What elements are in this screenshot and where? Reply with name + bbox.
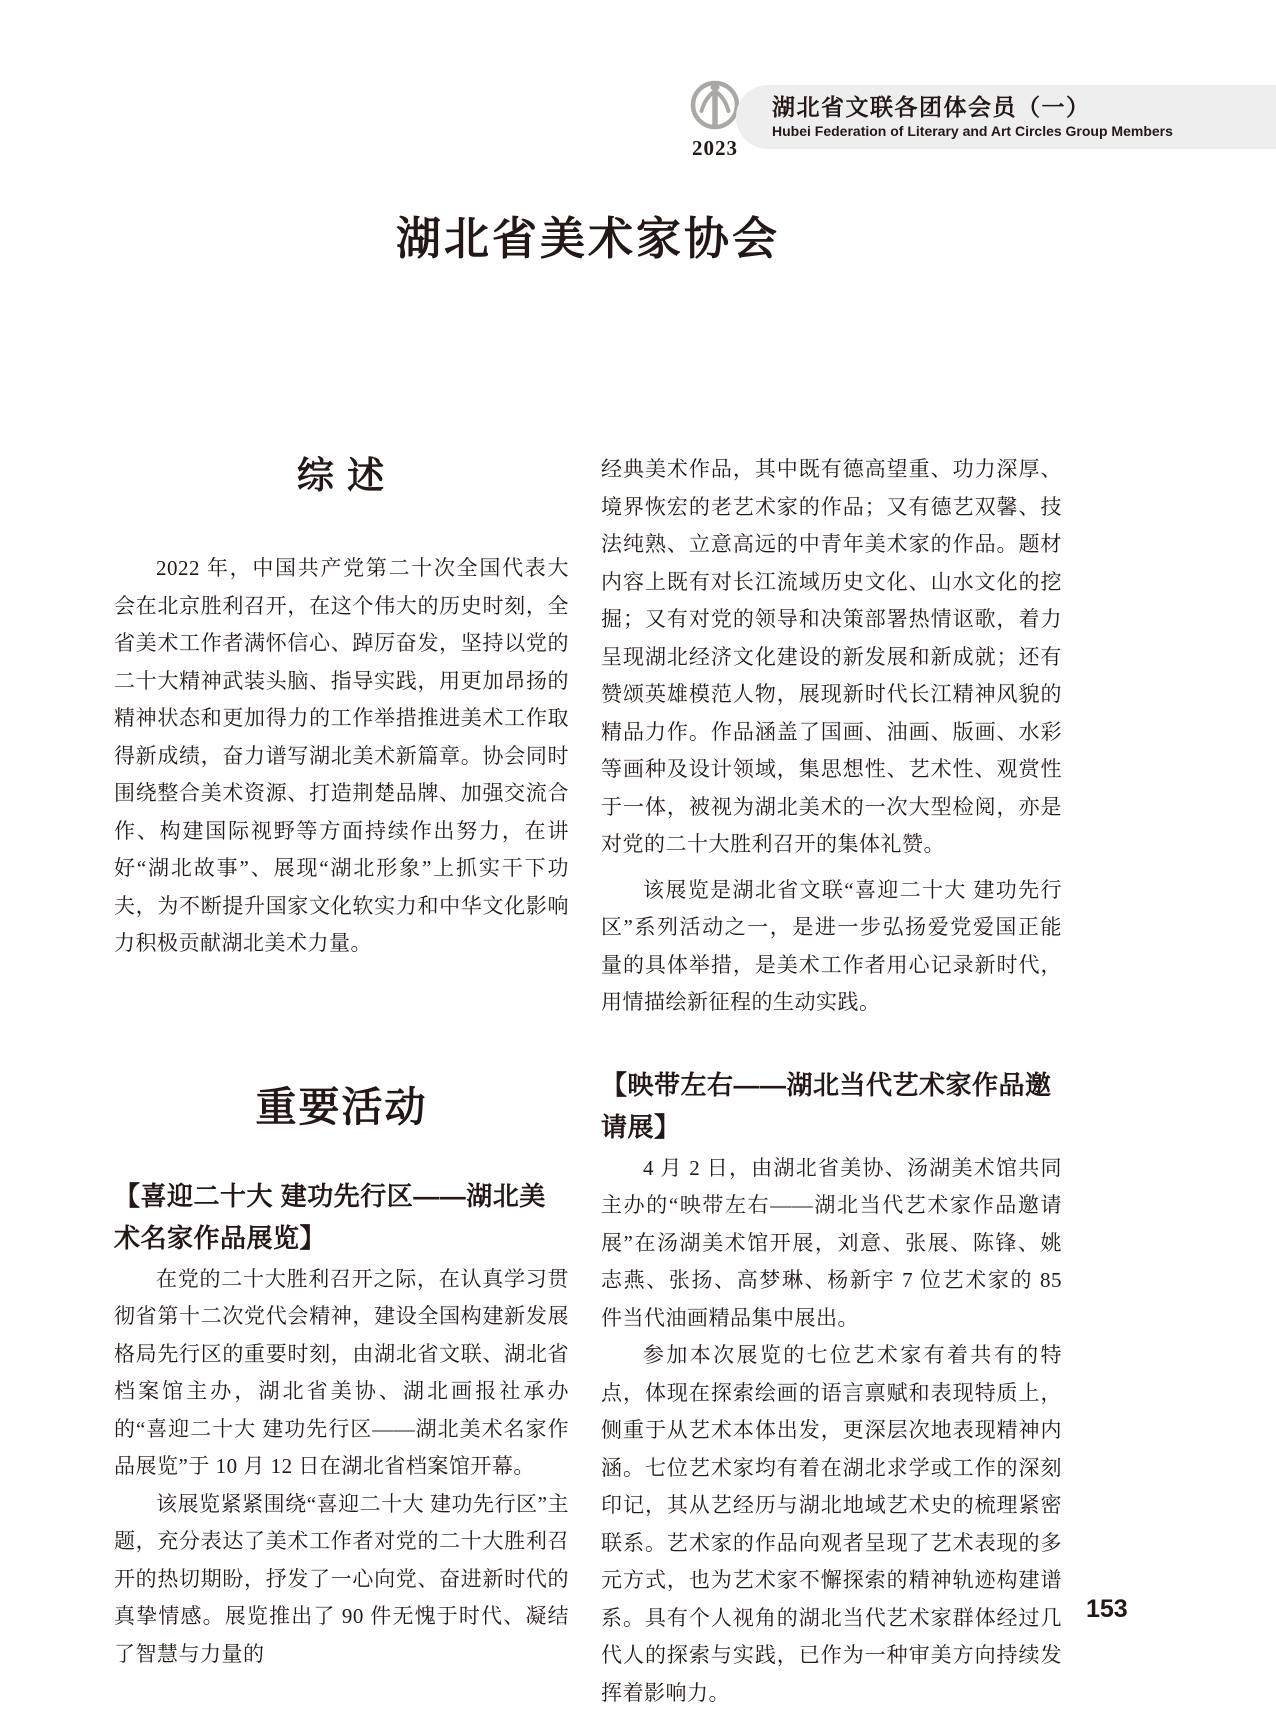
- series-paragraph: 该展览是湖北省文联“喜迎二十大 建功先行区”系列活动之一，是进一步弘扬爱党爱国正能量的具体举措，是美术工作者用心记录新时代，用情描绘新征程的生动实践。: [601, 877, 1062, 1014]
- header-badge-title-zh: 湖北省文联各团体会员（一）: [772, 93, 1091, 120]
- exhibition1-paragraph-1: 在党的二十大胜利召开之际，在认真学习贯彻省第十二次党代会精神，建设全国构建新发展格局先行区的重要时刻，由湖北省文联、湖北省档案馆主办，湖北省美协、湖北画报社承办的“喜迎二十大 建功先行区——湖北美术名家作品展览”于 10 月 12 日在湖北省档案馆开幕。: [114, 1266, 569, 1478]
- continuation-paragraph: 经典美术作品，其中既有德高望重、功力深厚、境界恢宏的老艺术家的作品；又有德艺双馨、技法纯熟、立意高远的中青年美术家的作品。题材内容上既有对长江流域历史文化、山水文化的挖掘；又有对党的领导和决策部署热情讴歌，着力呈现湖北经济文化建设的新发展和新成就；还有赞颂英雄模范人物，展现新时代长江精神风貌的精品力作。作品涵盖了国画、油画、版画、水彩等画种及设计领域，集思想性、艺术性、观赏性于一体，被视为湖北美术的一次大型检阅，亦是对党的二十大胜利召开的集体礼赞。: [601, 457, 1062, 856]
- header-badge: [736, 85, 1276, 149]
- exhibition1-paragraph-2: 该展览紧紧围绕“喜迎二十大 建功先行区”主题，充分表达了美术工作者对党的二十大胜利召开的热切期盼，抒发了一心向党、奋进新时代的真挚情感。展览推出了 90 件无愧于时代、凝结了智慧与力量的: [114, 1491, 569, 1666]
- exhibition2-heading: 【映带左右——湖北当代艺术家作品邀请展】: [601, 1069, 1052, 1142]
- overview-heading: 综 述: [296, 456, 387, 497]
- activities-heading: 重要活动: [255, 1083, 428, 1130]
- exhibition2-paragraph-2: 参加本次展览的七位艺术家有着共有的特点，体现在探索绘画的语言禀赋和表现特质上，侧重于从艺术本体出发，更深层次地表现精神内涵。七位艺术家均有着在湖北求学或工作的深刻印记，其从艺经历与湖北地域艺术史的梳理紧密联系。艺术家的作品向观者呈现了艺术表现的多元方式，也为艺术家不懈探索的精神轨迹构建谱系。具有个人视角的湖北当代艺术家群体经过几代人的探索与实践，已作为一种审美方向持续发挥着影响力。: [601, 1343, 1062, 1705]
- exhibition2-paragraph-1: 4 月 2 日，由湖北省美协、汤湖美术馆共同主办的“映带左右——湖北当代艺术家作品邀请展”在汤湖美术馆开展，刘意、张展、陈锋、姚志燕、张扬、高梦琳、杨新宇 7 位艺术家的 85 件当代油画精品集中展出。: [601, 1155, 1062, 1330]
- exhibition1-heading: 【喜迎二十大 建功先行区——湖北美术名家作品展览】: [114, 1180, 546, 1253]
- page-number: 153: [1086, 1595, 1128, 1623]
- left-column: [114, 452, 569, 1673]
- logo-year: 2023: [692, 136, 738, 160]
- header-badge-title-en: Hubei Federation of Literary and Art Circles Group Members: [772, 122, 1173, 139]
- page-title: 湖北省美术家协会: [395, 214, 780, 264]
- right-column: [601, 451, 1062, 1712]
- wenlian-logo-icon: [689, 78, 741, 134]
- overview-paragraph: 2022 年，中国共产党第二十次全国代表大会在北京胜利召开，在这个伟大的历史时刻，全省美术工作者满怀信心、踔厉奋发，坚持以党的二十大精神武装头脑、指导实践，用更加昂扬的精神状态和更加得力的工作举措推进美术工作取得新成绩，奋力谱写湖北美术新篇章。协会同时围绕整合美术资源、打造荆楚品牌、加强交流合作、构建国际视野等方面持续作出努力，在讲好“湖北故事”、展现“湖北形象”上抓实干下功夫，为不断提升国家文化软实力和中华文化影响力积极贡献湖北美术力量。: [114, 556, 569, 955]
